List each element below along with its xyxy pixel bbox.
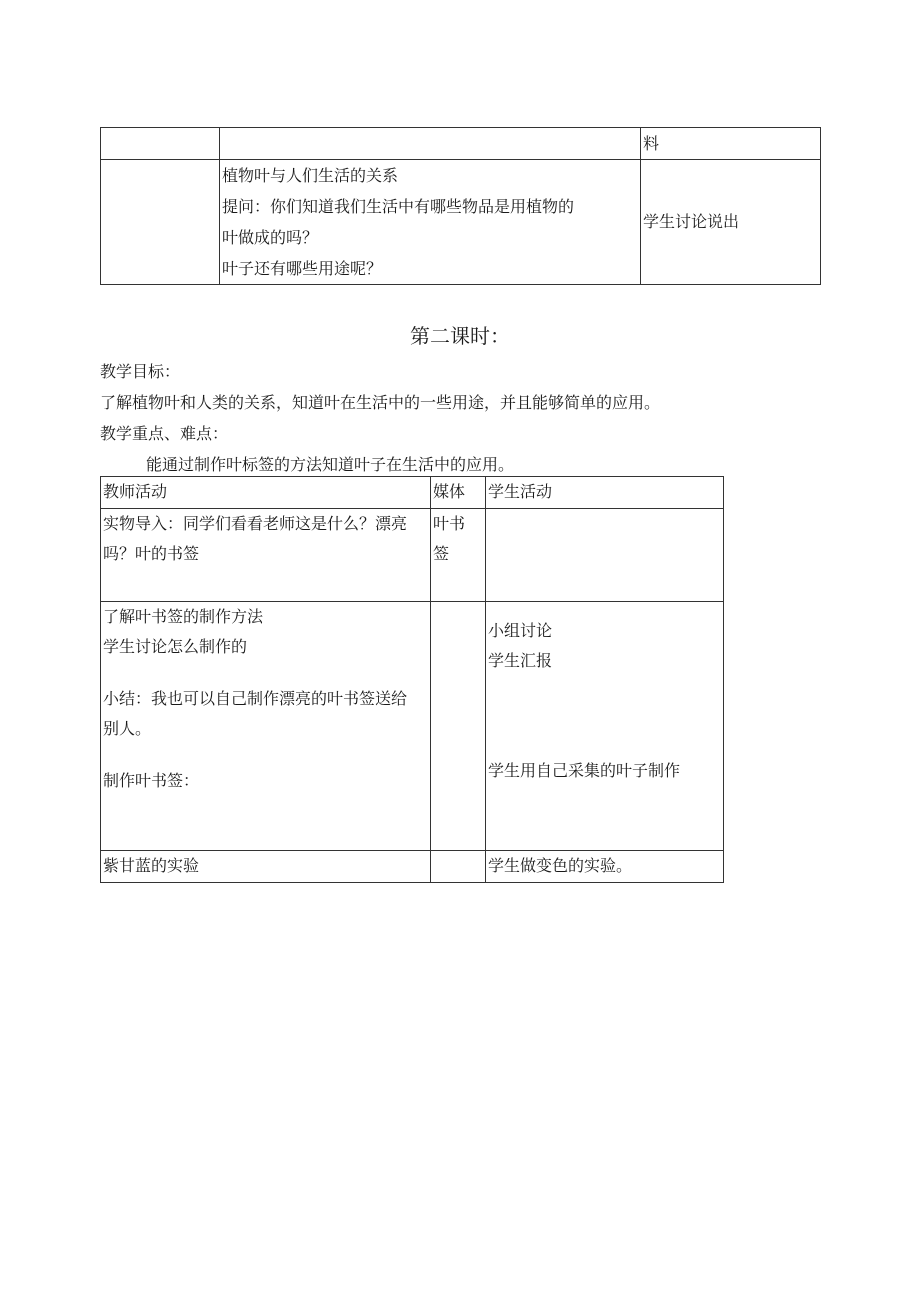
cell-line: 叶子还有哪些用途呢？ — [222, 259, 383, 278]
cell-line: 小结：我也可以自己制作漂亮的叶书签送给 — [103, 689, 408, 708]
top-table — [100, 127, 821, 285]
cell-line: 提问：你们知道我们生活中有哪些物品是用植物的 — [222, 197, 575, 216]
lesson-table — [100, 476, 724, 883]
teacher-activity-cell — [101, 509, 431, 602]
student-discussion-cell: 学生讨论说出 — [641, 160, 821, 285]
cell-line: 签 — [433, 544, 450, 563]
student-activity-cell — [486, 602, 724, 851]
cell-line: 制作叶书签： — [103, 771, 200, 790]
cell-line: 植物叶与人们生活的关系 — [222, 166, 399, 185]
key-points-label: 教学重点、难点： — [100, 424, 229, 443]
teacher-activity-cell: 紫甘蓝的实验 — [101, 851, 431, 883]
table-cell — [101, 128, 220, 160]
cell-line: 叶做成的吗？ — [222, 228, 319, 247]
cell-line: 吗？叶的书签 — [103, 544, 200, 563]
student-activity-cell: 学生做变色的实验。 — [486, 851, 724, 883]
cell-line: 别人。 — [103, 719, 152, 738]
header-student-activity: 学生活动 — [486, 477, 724, 509]
teacher-activity-cell — [101, 602, 431, 851]
section-title: 第二课时： — [410, 324, 510, 348]
table-row — [101, 602, 724, 851]
media-cell — [431, 509, 486, 602]
cell-line: 小组讨论 — [488, 621, 553, 640]
cell-line: 学生汇报 — [488, 651, 553, 670]
media-cell — [431, 851, 486, 883]
cell-line: 了解叶书签的制作方法 — [103, 607, 264, 626]
cell-line: 学生讨论怎么制作的 — [103, 637, 248, 656]
table-row — [101, 851, 724, 883]
table-row — [101, 160, 821, 285]
student-activity-cell — [486, 509, 724, 602]
table-cell — [101, 160, 220, 285]
table-row — [101, 128, 821, 160]
objective-label: 教学目标： — [100, 362, 181, 381]
objective-text: 了解植物叶和人类的关系，知道叶在生活中的一些用途，并且能够简单的应用。 — [100, 393, 661, 412]
cell-line: 叶书 — [433, 514, 466, 533]
header-media: 媒体 — [431, 477, 486, 509]
cell-line: 学生用自己采集的叶子制作 — [488, 761, 681, 780]
key-points-text: 能通过制作叶标签的方法知道叶子在生活中的应用。 — [146, 455, 515, 474]
cell-line: 实物导入：同学们看看老师这是什么？漂亮 — [103, 514, 408, 533]
table-row — [101, 509, 724, 602]
table-header-row — [101, 477, 724, 509]
table-cell — [220, 128, 641, 160]
relationship-cell — [220, 160, 641, 285]
media-cell — [431, 602, 486, 851]
header-teacher-activity: 教师活动 — [101, 477, 431, 509]
table-cell-liao: 料 — [641, 128, 821, 160]
